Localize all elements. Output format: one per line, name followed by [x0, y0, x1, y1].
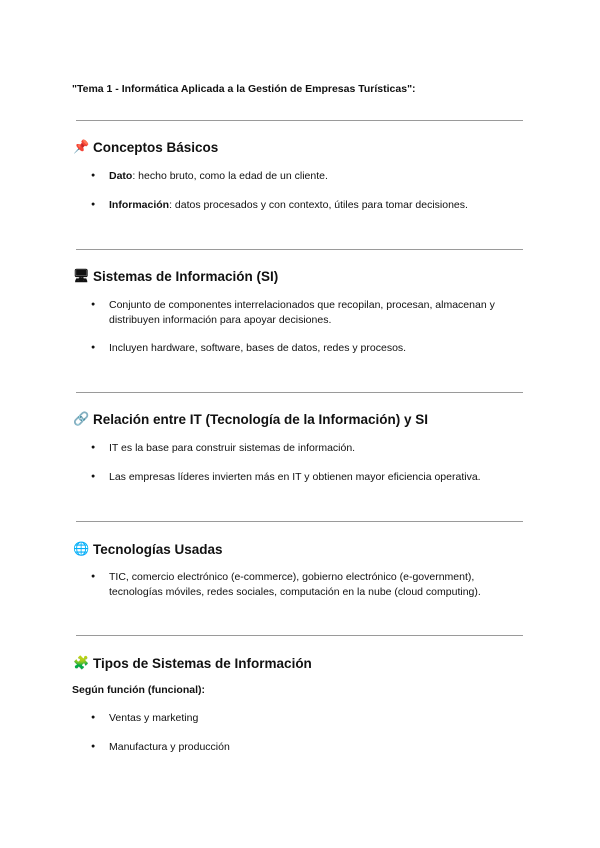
globe-icon: 🌐	[73, 541, 90, 556]
section-heading-relacion	[73, 411, 428, 427]
divider	[76, 392, 523, 393]
list-item: ● TIC, comercio electrónico (e-commerce), gobierno electrónico (e-government), tecnologías móviles, redes sociales, computación en la nube (cloud computing).	[91, 570, 521, 599]
bullet-list	[91, 570, 521, 599]
section-heading-conceptos	[73, 139, 218, 155]
term-bold: Información	[109, 198, 170, 211]
section-heading-text: Tecnologías Usadas	[93, 541, 223, 557]
bullet-list	[91, 441, 531, 484]
section-heading-tecnologias	[73, 541, 223, 557]
divider	[76, 249, 523, 250]
term-bold: Dato	[109, 170, 133, 182]
list-item: ● Las empresas líderes invierten más en IT y obtienen mayor eficiencia operativa.	[91, 470, 531, 485]
bullet-list	[91, 711, 531, 754]
bullet-list	[91, 169, 531, 212]
list-item: ● Manufactura y producción	[91, 740, 531, 755]
section-heading-tipos	[73, 655, 312, 671]
subheading: Según función (funcional):	[72, 684, 205, 696]
list-item	[91, 169, 531, 184]
section-heading-text: Sistemas de Información (SI)	[93, 268, 279, 284]
section-heading-text: Relación entre IT (Tecnología de la Información) y SI	[93, 411, 429, 427]
list-item	[91, 198, 531, 213]
document-title: "Tema 1 - Informática Aplicada a la Gestión de Empresas Turísticas":	[72, 83, 416, 95]
pushpin-icon: 📌	[73, 139, 90, 154]
list-item: ● Ventas y marketing	[91, 711, 531, 726]
section-heading-sistemas	[73, 268, 278, 284]
link-icon: 🔗	[73, 411, 90, 426]
section-heading-text: Conceptos Básicos	[93, 139, 219, 155]
list-item: ● IT es la base para construir sistemas de información.	[91, 441, 531, 456]
divider	[76, 635, 523, 636]
list-item: ● Incluyen hardware, software, bases de datos, redes y procesos.	[91, 341, 521, 356]
item-text: : hecho bruto, como la edad de un cliente.	[132, 170, 328, 182]
item-text: : datos procesados y con contexto, útiles para tomar decisiones.	[169, 198, 468, 211]
list-item: ● Conjunto de componentes interrelacionados que recopilan, procesan, almacenan y distribuyen información para apoyar decisiones.	[91, 298, 521, 327]
section-heading-text: Tipos de Sistemas de Información	[93, 655, 312, 671]
divider	[76, 521, 523, 522]
desktop-computer-icon: 🖥	[73, 268, 90, 283]
bullet-list	[91, 298, 521, 356]
puzzle-piece-icon: 🧩	[73, 655, 90, 670]
divider	[76, 120, 523, 121]
